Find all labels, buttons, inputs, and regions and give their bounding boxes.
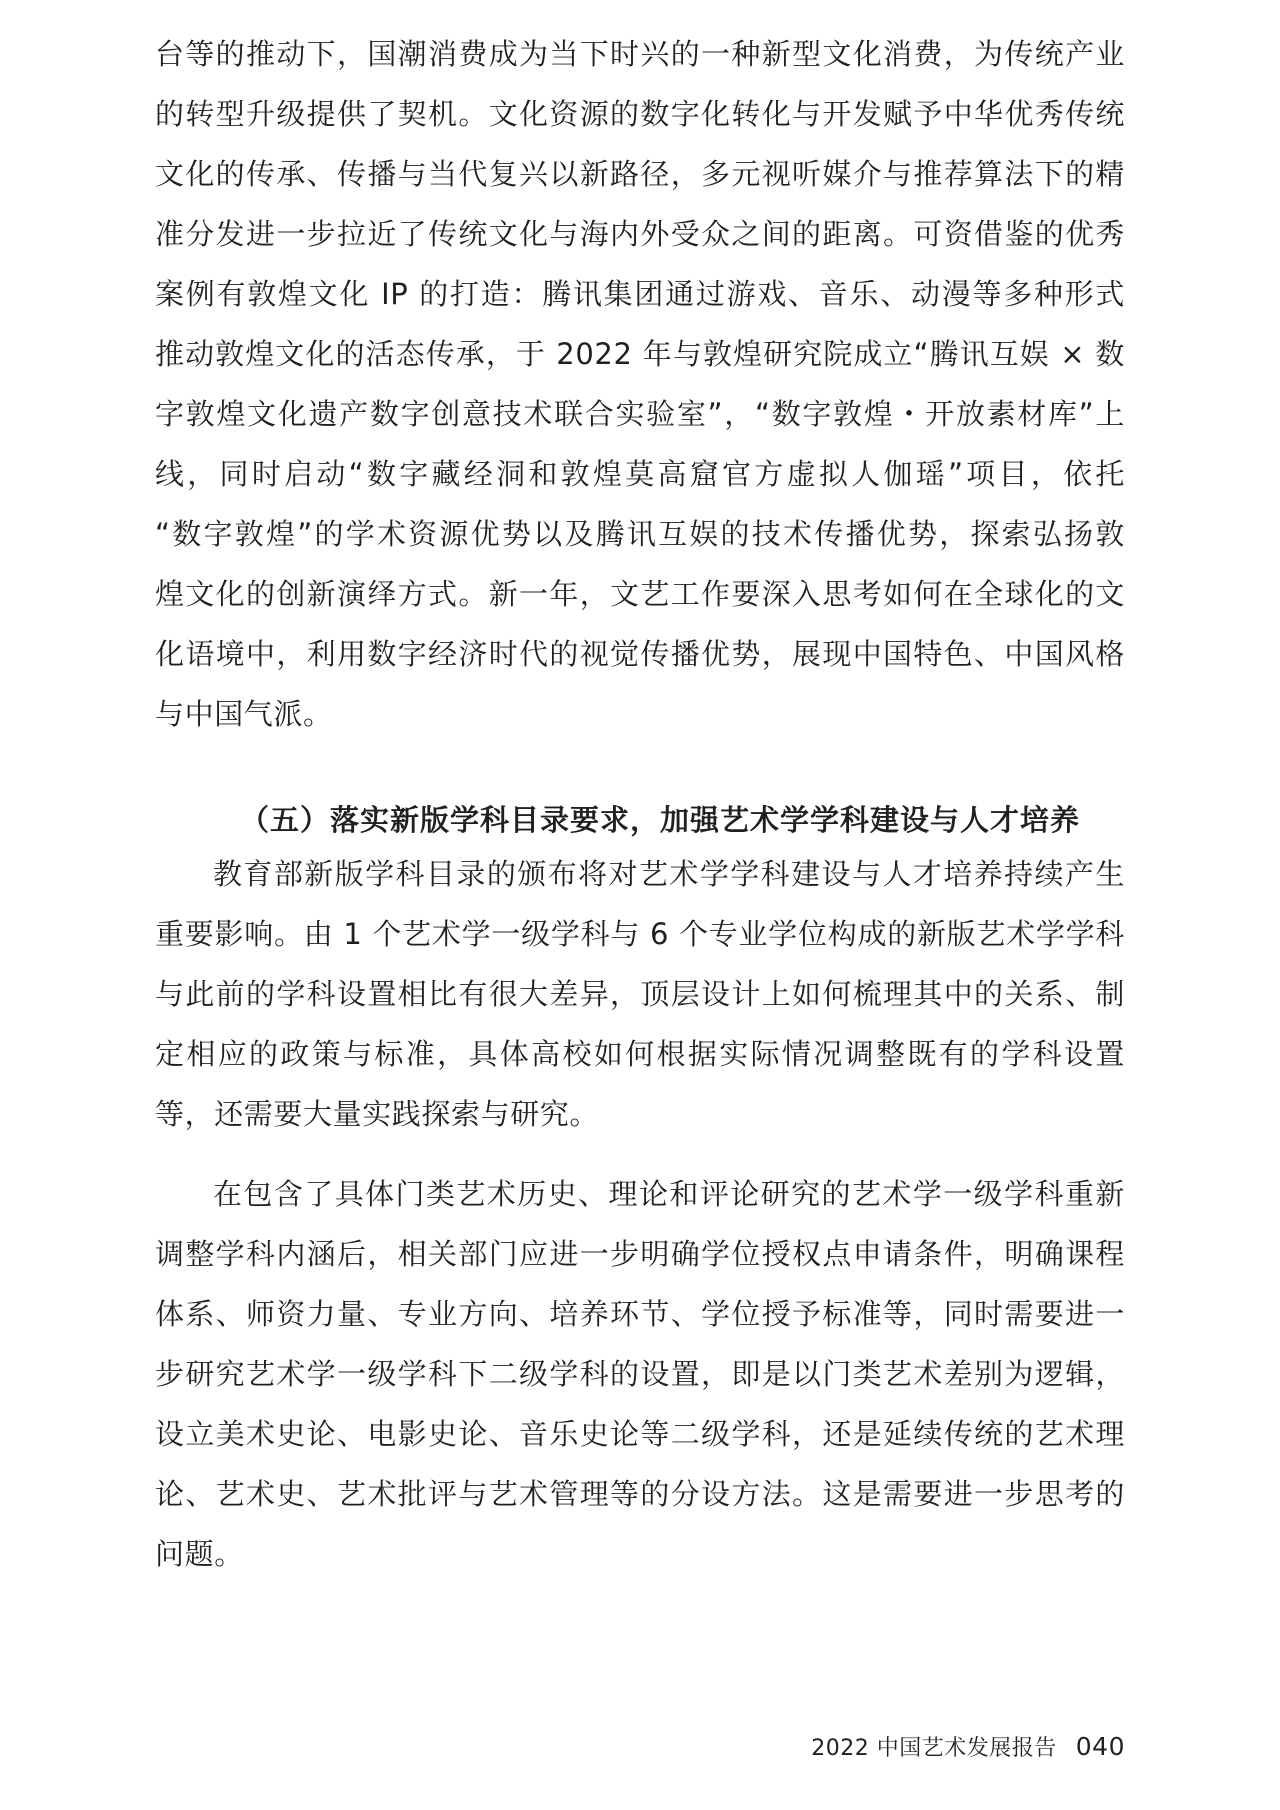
paragraph-discipline-adjustment [155, 1164, 1125, 1584]
text-line: 步研究艺术学一级学科下二级学科的设置，即是以门类艺术差别为逻辑， [155, 1357, 1125, 1391]
text-line: 案例有敦煌文化 IP 的打造：腾讯集团通过游戏、音乐、动漫等多种形式 [155, 277, 1125, 311]
paragraph-discipline-catalog [155, 844, 1125, 1144]
text-line: 台等的推动下，国潮消费成为当下时兴的一种新型文化消费，为传统产业 [155, 37, 1125, 71]
text-line: 文化的传承、传播与当代复兴以新路径，多元视听媒介与推荐算法下的精 [155, 157, 1125, 191]
text-line: 论、艺术史、艺术批评与艺术管理等的分设方法。这是需要进一步思考的 [155, 1477, 1125, 1511]
text-line: 准分发进一步拉近了传统文化与海内外受众之间的距离。可资借鉴的优秀 [155, 217, 1125, 251]
text-line: 字敦煌文化遗产数字创意技术联合实验室”，“数字敦煌・开放素材库”上 [155, 397, 1125, 431]
text-line: 线，同时启动“数字藏经洞和敦煌莫高窟官方虚拟人伽瑶”项目，依托 [155, 457, 1125, 491]
text-line: 设立美术史论、电影史论、音乐史论等二级学科，还是延续传统的艺术理 [155, 1417, 1125, 1451]
text-line: 的转型升级提供了契机。文化资源的数字化转化与开发赋予中华优秀传统 [155, 97, 1125, 131]
page-footer [811, 1732, 1125, 1764]
page-number: 040 [1075, 1732, 1125, 1761]
text-line: 重要影响。由 1 个艺术学一级学科与 6 个专业学位构成的新版艺术学学科 [155, 917, 1125, 951]
text-line: 教育部新版学科目录的颁布将对艺术学学科建设与人才培养持续产生 [213, 857, 1125, 891]
text-line: 化语境中，利用数字经济时代的视觉传播优势，展现中国特色、中国风格 [155, 637, 1125, 671]
text-line: 定相应的政策与标准，具体高校如何根据实际情况调整既有的学科设置 [155, 1037, 1125, 1071]
text-line: 与此前的学科设置相比有很大差异，顶层设计上如何梳理其中的关系、制 [155, 977, 1125, 1011]
text-line: 体系、师资力量、专业方向、培养环节、学位授予标准等，同时需要进一 [155, 1297, 1125, 1331]
section-heading: （五）落实新版学科目录要求，加强艺术学学科建设与人才培养 [239, 803, 1080, 837]
report-title: 2022 中国艺术发展报告 [811, 1736, 1057, 1761]
text-line: 推动敦煌文化的活态传承，于 2022 年与敦煌研究院成立“腾讯互娱 × 数 [155, 337, 1125, 371]
text-line: 等，还需要大量实践探索与研究。 [155, 1097, 600, 1131]
text-line: “数字敦煌”的学术资源优势以及腾讯互娱的技术传播优势，探索弘扬敦 [155, 517, 1125, 551]
text-line: 问题。 [155, 1537, 244, 1571]
text-line: 调整学科内涵后，相关部门应进一步明确学位授权点申请条件，明确课程 [155, 1237, 1125, 1271]
text-line: 与中国气派。 [155, 697, 333, 731]
text-line: 在包含了具体门类艺术历史、理论和评论研究的艺术学一级学科重新 [213, 1177, 1125, 1211]
paragraph-guochao-consumption [155, 24, 1125, 744]
text-line: 煌文化的创新演绎方式。新一年，文艺工作要深入思考如何在全球化的文 [155, 577, 1125, 611]
